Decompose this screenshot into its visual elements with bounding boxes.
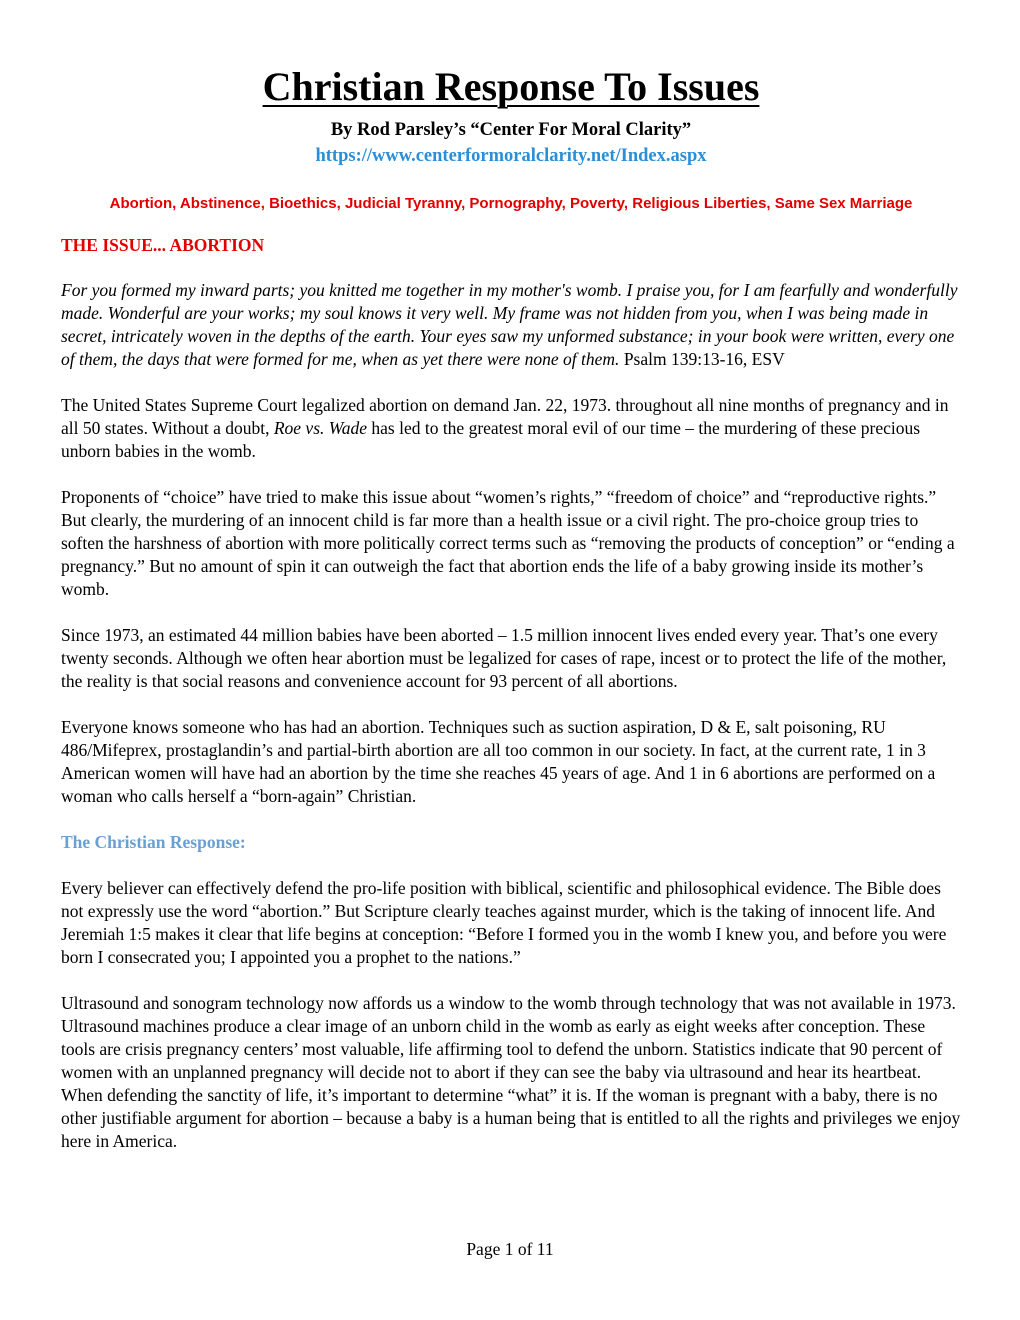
byline: By Rod Parsley’s “Center For Moral Clarity” — [330, 120, 692, 140]
scripture-reference: Psalm 139:13-16, ESV — [619, 349, 785, 369]
page-number: Page 1 of 11 — [466, 1239, 554, 1259]
paragraph-text: has led to the greatest moral evil of our time – the murdering of these precious unborn babies in the womb. — [61, 418, 921, 461]
topics-list: Abortion, Abstinence, Bioethics, Judicial Tyranny, Pornography, Poverty, Religious Liberties, Same Sex Marriage — [109, 195, 913, 212]
document-page — [61, 62, 961, 1153]
paragraph-techniques: Everyone knows someone who has had an abortion. Techniques such as suction aspiration, D & E, salt poisoning, RU 486/Mifeprex, prostaglandin’s and partial-birth abortion are all too common in our society. In fact, at the current rate, 1 in 3 American women will have had an abortion by the time she reaches 45 years of age. And 1 in 6 abortions are performed on a woman who calls herself a “born-again” Christian. — [61, 717, 936, 806]
paragraph-statistics: Since 1973, an estimated 44 million babies have been aborted – 1.5 million innocent lives ended every year. That’s one every twenty seconds. Although we often hear abortion must be legalized for cases of rape, incest or to protect the life of the mother, the reality is that social reasons and convenience account for 93 percent of all abortions. — [61, 625, 947, 691]
response-heading: The Christian Response: — [61, 832, 246, 852]
document-title: Christian Response To Issues — [262, 64, 760, 109]
scripture-text: For you formed my inward parts; you knitted me together in my mother's womb. I praise you, for I am fearfully and wonderfully made. Wonderful are your works; my soul knows it very well. My frame was not hidden from you, when I was being made in secret, intricately woven in the depths of the earth. Your eyes saw my unformed substance; in your book were written, every one of them, the days that were formed for me, when as yet there were none of them. — [61, 280, 958, 369]
source-url-link[interactable]: https://www.centerformoralclarity.net/Index.aspx — [315, 146, 707, 166]
case-name: Roe vs. Wade — [273, 418, 367, 438]
scripture-quote — [61, 279, 961, 371]
paragraph-roe-v-wade — [61, 394, 961, 463]
paragraph-choice: Proponents of “choice” have tried to make this issue about “women’s rights,” “freedom of choice” and “reproductive rights.” But clearly, the murdering of an innocent child is far more than a health issue or a civil right. The pro-choice group tries to soften the harshness of abortion with more politically correct terms such as “removing the products of conception” or “ending a pregnancy.” But no amount of spin it can outweigh the fact that abortion ends the life of a baby growing inside its mother’s womb. — [61, 487, 955, 599]
paragraph-biblical-defense: Every believer can effectively defend the pro-life position with biblical, scientific and philosophical evidence. The Bible does not expressly use the word “abortion.” But Scripture clearly teaches against murder, which is the taking of innocent life. And Jeremiah 1:5 makes it clear that life begins at conception: “Before I formed you in the womb I knew you, and before you were born I consecrated you; I appointed you a prophet to the nations.” — [61, 878, 947, 967]
paragraph-ultrasound: Ultrasound and sonogram technology now affords us a window to the womb through technology that was not available in 1973. Ultrasound machines produce a clear image of an unborn child in the womb as early as eight weeks after conception. These tools are crisis pregnancy centers’ most valuable, life affirming tool to defend the unborn. Statistics indicate that 90 percent of women with an unplanned pregnancy will decide not to abort if they can see the baby via ultrasound and hear its heartbeat. When defending the sanctity of life, it’s important to determine “what” it is. If the woman is pregnant with a baby, there is no other justifiable argument for abortion – because a baby is a human being that is entitled to all the rights and privileges we enjoy here in America. — [61, 993, 961, 1151]
paragraph-text: The United States Supreme Court legalized abortion on demand Jan. 22, 1973. throughout all nine months of pregnancy and in all 50 states. Without a doubt, — [61, 395, 949, 438]
issue-heading: THE ISSUE... ABORTION — [61, 235, 265, 255]
